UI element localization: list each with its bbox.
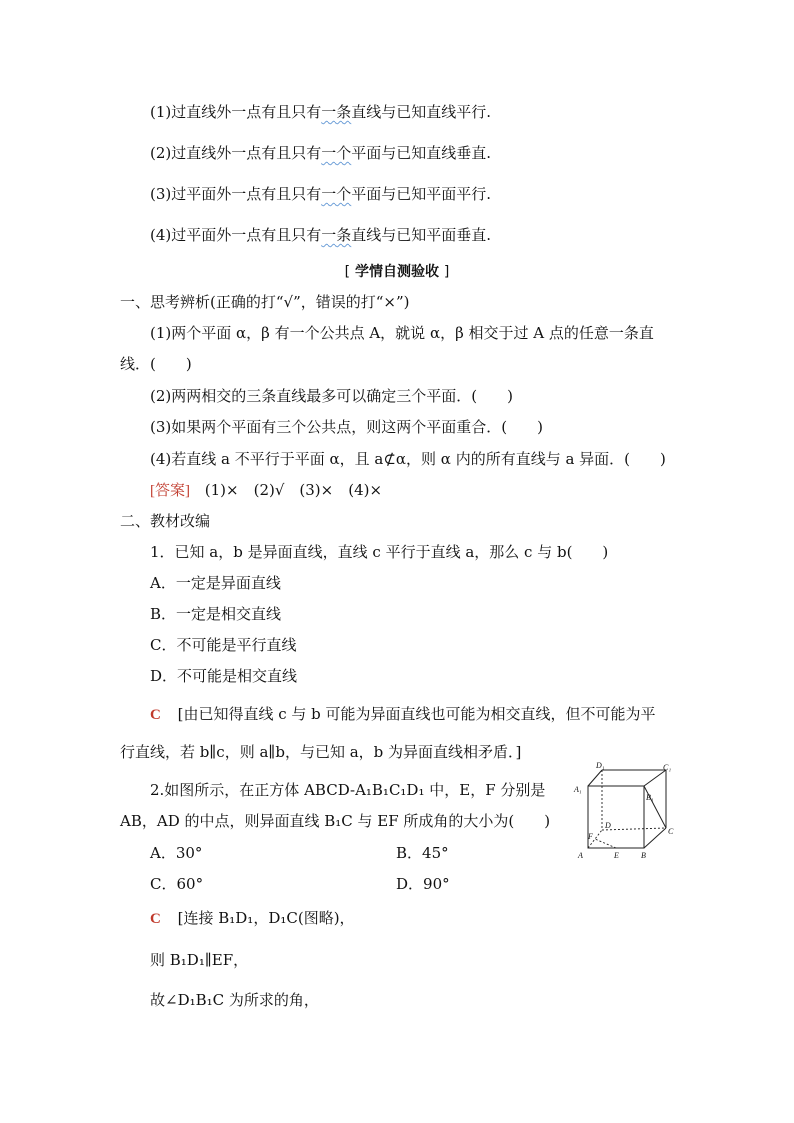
cube-edge-b1c1 <box>644 770 666 786</box>
fact-2-post: 平面与已知直线垂直. <box>351 144 492 162</box>
q2-explain-text-1: [连接 B₁D₁，D₁C(图略)， <box>177 909 355 927</box>
q2-answer-letter: C <box>150 911 161 927</box>
part1-q2: (2)两两相交的三条直线最多可以确定三个平面．( ) <box>150 387 513 405</box>
label-d: D <box>605 821 611 830</box>
q1-answer-letter: C <box>150 707 161 723</box>
fact-1-post: 直线与已知直线平行. <box>351 103 492 121</box>
cube-figure <box>572 762 680 862</box>
fact-1-mark: 一条 <box>321 103 352 121</box>
label-e: E <box>614 851 619 860</box>
cube-hidden-dc <box>602 828 666 830</box>
label-a1: A₁ <box>574 785 582 794</box>
fact-3-pre: (3)过平面外一点有且只有 <box>150 185 322 203</box>
label-d1: D₁ <box>596 762 605 770</box>
fact-1 <box>150 102 491 122</box>
label-f: F <box>588 832 593 841</box>
label-a: A <box>578 851 583 860</box>
answer-label: [答案] <box>150 483 190 499</box>
part2-q2-explain-line3: 故∠D₁B₁C 为所求的角， <box>150 991 319 1009</box>
part2-q1-option-b: B．一定是相交直线 <box>150 605 282 623</box>
label-b: B <box>641 851 646 860</box>
section-title: 学情自测验收 <box>355 264 439 280</box>
part2-q2-option-a: A．30° <box>150 844 203 862</box>
part2-q2-option-b: B．45° <box>396 844 449 862</box>
part1-q1-line1: (1)两个平面 α，β 有一个公共点 A，就说 α，β 相交于过 A 点的任意一条直 <box>150 324 654 342</box>
fact-4-post: 直线与已知平面垂直. <box>351 226 492 244</box>
part2-q1-option-d: D．不可能是相交直线 <box>150 667 298 685</box>
cube-edge-a1d1 <box>588 770 602 786</box>
fact-1-pre: (1)过直线外一点有且只有 <box>150 103 322 121</box>
part1-q1-line2: 线．( ) <box>120 355 192 373</box>
fact-4-pre: (4)过平面外一点有且只有 <box>150 226 322 244</box>
answer-text: (1)× (2)√ (3)× (4)× <box>204 481 383 499</box>
label-c1: C₁ <box>663 763 672 772</box>
cube-front-face <box>588 786 644 848</box>
part1-q4: (4)若直线 a 不平行于平面 α，且 a⊄α，则 α 内的所有直线与 a 异面．( ) <box>150 450 666 468</box>
fact-3 <box>150 184 491 204</box>
part2-q1-explain-line1 <box>150 704 656 725</box>
part2-q2-option-c: C．60° <box>150 875 204 893</box>
cube-hidden-ef <box>595 839 616 848</box>
part2-q1-option-a: A．一定是异面直线 <box>150 574 281 592</box>
part1-heading: 一、思考辨析(正确的打“√”，错误的打“×”) <box>120 293 410 311</box>
section-heading <box>0 262 794 282</box>
fact-2-mark: 一个 <box>321 144 352 162</box>
fact-3-post: 平面与已知平面平行. <box>351 185 492 203</box>
part2-q2-stem-line1: 2.如图所示，在正方体 ABCD-A₁B₁C₁D₁ 中，E，F 分别是 <box>150 781 546 799</box>
part2-q1-stem: 1．已知 a，b 是异面直线，直线 c 平行于直线 a，那么 c 与 b( ) <box>150 543 609 561</box>
heading-right-bracket: ] <box>443 264 450 280</box>
part2-q2-option-d: D．90° <box>396 875 450 893</box>
q1-explain-text-1: [由已知得直线 c 与 b 可能为异面直线也可能为相交直线，但不可能为平 <box>177 705 656 723</box>
part2-q1-explain-line2: 行直线，若 b∥c，则 a∥b，与已知 a，b 为异面直线相矛盾．] <box>120 743 522 761</box>
part2-q2-explain-line2: 则 B₁D₁∥EF， <box>150 951 249 969</box>
part2-heading: 二、教材改编 <box>120 512 211 530</box>
cube-edge-bc <box>644 828 666 848</box>
part2-q2-explain-line1 <box>150 908 355 929</box>
label-b1: B₁ <box>646 793 654 802</box>
heading-left-bracket: [ <box>344 264 351 280</box>
fact-4-mark: 一条 <box>321 226 352 244</box>
part1-q3: (3)如果两个平面有三个公共点，则这两个平面重合．( ) <box>150 418 543 436</box>
fact-3-mark: 一个 <box>321 185 352 203</box>
label-c: C <box>668 827 674 836</box>
fact-2-pre: (2)过直线外一点有且只有 <box>150 144 322 162</box>
part2-q2-stem-line2: AB，AD 的中点，则异面直线 B₁C 与 EF 所成角的大小为( ) <box>120 812 551 830</box>
fact-2 <box>150 143 491 163</box>
part2-q1-option-c: C．不可能是平行直线 <box>150 636 297 654</box>
part1-answer <box>150 480 382 501</box>
fact-4 <box>150 225 491 245</box>
